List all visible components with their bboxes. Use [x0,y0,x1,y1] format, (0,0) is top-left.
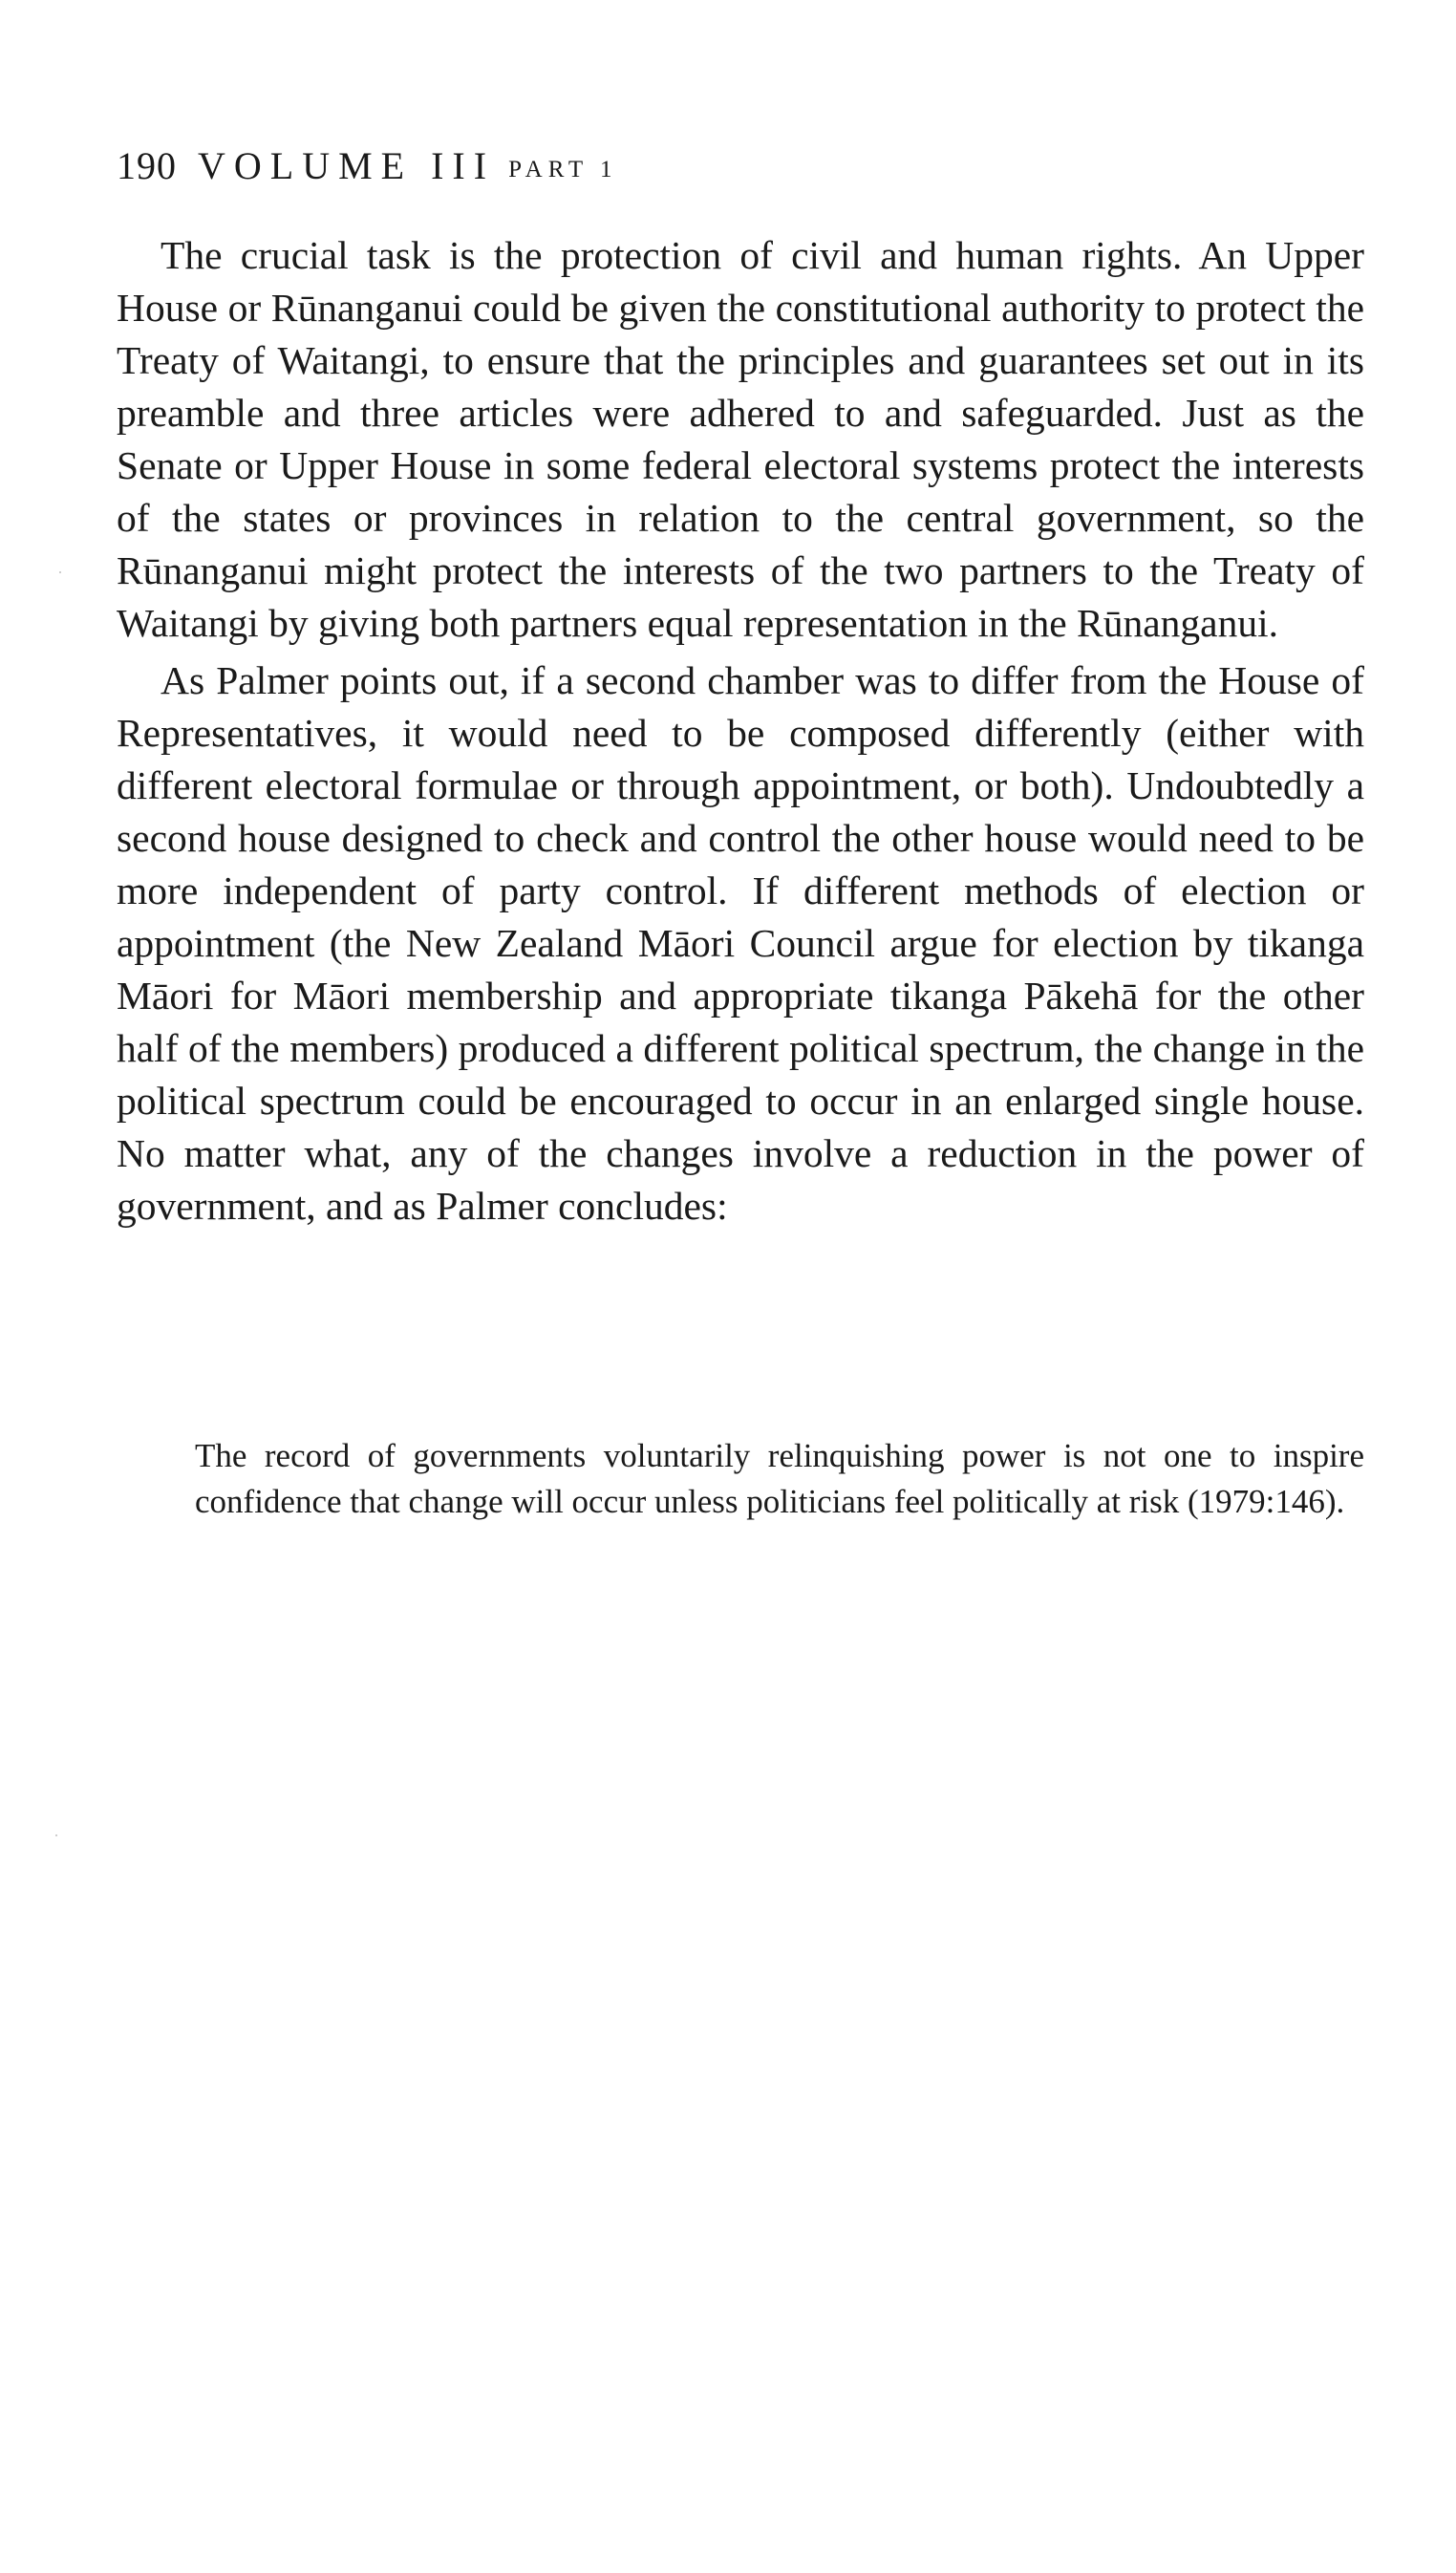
page-number: 190 [117,144,177,187]
part-label: PART 1 [508,157,618,182]
paragraph-2: As Palmer points out, if a second chamber was to differ from the House of Representatives, it would need to be composed differently (either with different electoral formulae or through appointment, or both). Undoubtedly a second house designed to check and control the other house would need to be more independent of party control. If different methods of election or appointment (the New Zealand Māori Council argue for election by tikanga Māori for Māori membership and appropriate tikanga Pākehā for the other half of the members) produced a different political spectrum, the change in the political spectrum could be encouraged to occur in an enlarged single house. No matter what, any of the changes involve a reduction in the power of government, and as Palmer concludes: [117,658,1364,1228]
running-head [117,143,617,188]
paragraph-1: The crucial task is the protection of civil and human rights. An Upper House or Rūnanganui could be given the constitutional authority to protect the Treaty of Waitangi, to ensure that the principles and guarantees set out in its preamble and three articles were adhered to and safeguarded. Just as the Senate or Upper House in some federal electoral systems protect the interests of the states or provinces in relation to the central government, so the Rūnanganui might protect the interests of the two partners to the Treaty of Waitangi by giving both partners equal representation in the Rūnanganui. [117,233,1364,645]
scan-speck [55,1834,57,1836]
volume-label: VOLUME III [198,144,496,187]
scan-speck [59,571,61,573]
block-quote-text: The record of governments voluntarily relinquishing power is not one to inspire confidence that change will occur unless politicians feel politically at risk (1979:146). [195,1437,1364,1520]
body-text [117,229,1364,1233]
block-quote [195,1433,1364,1525]
